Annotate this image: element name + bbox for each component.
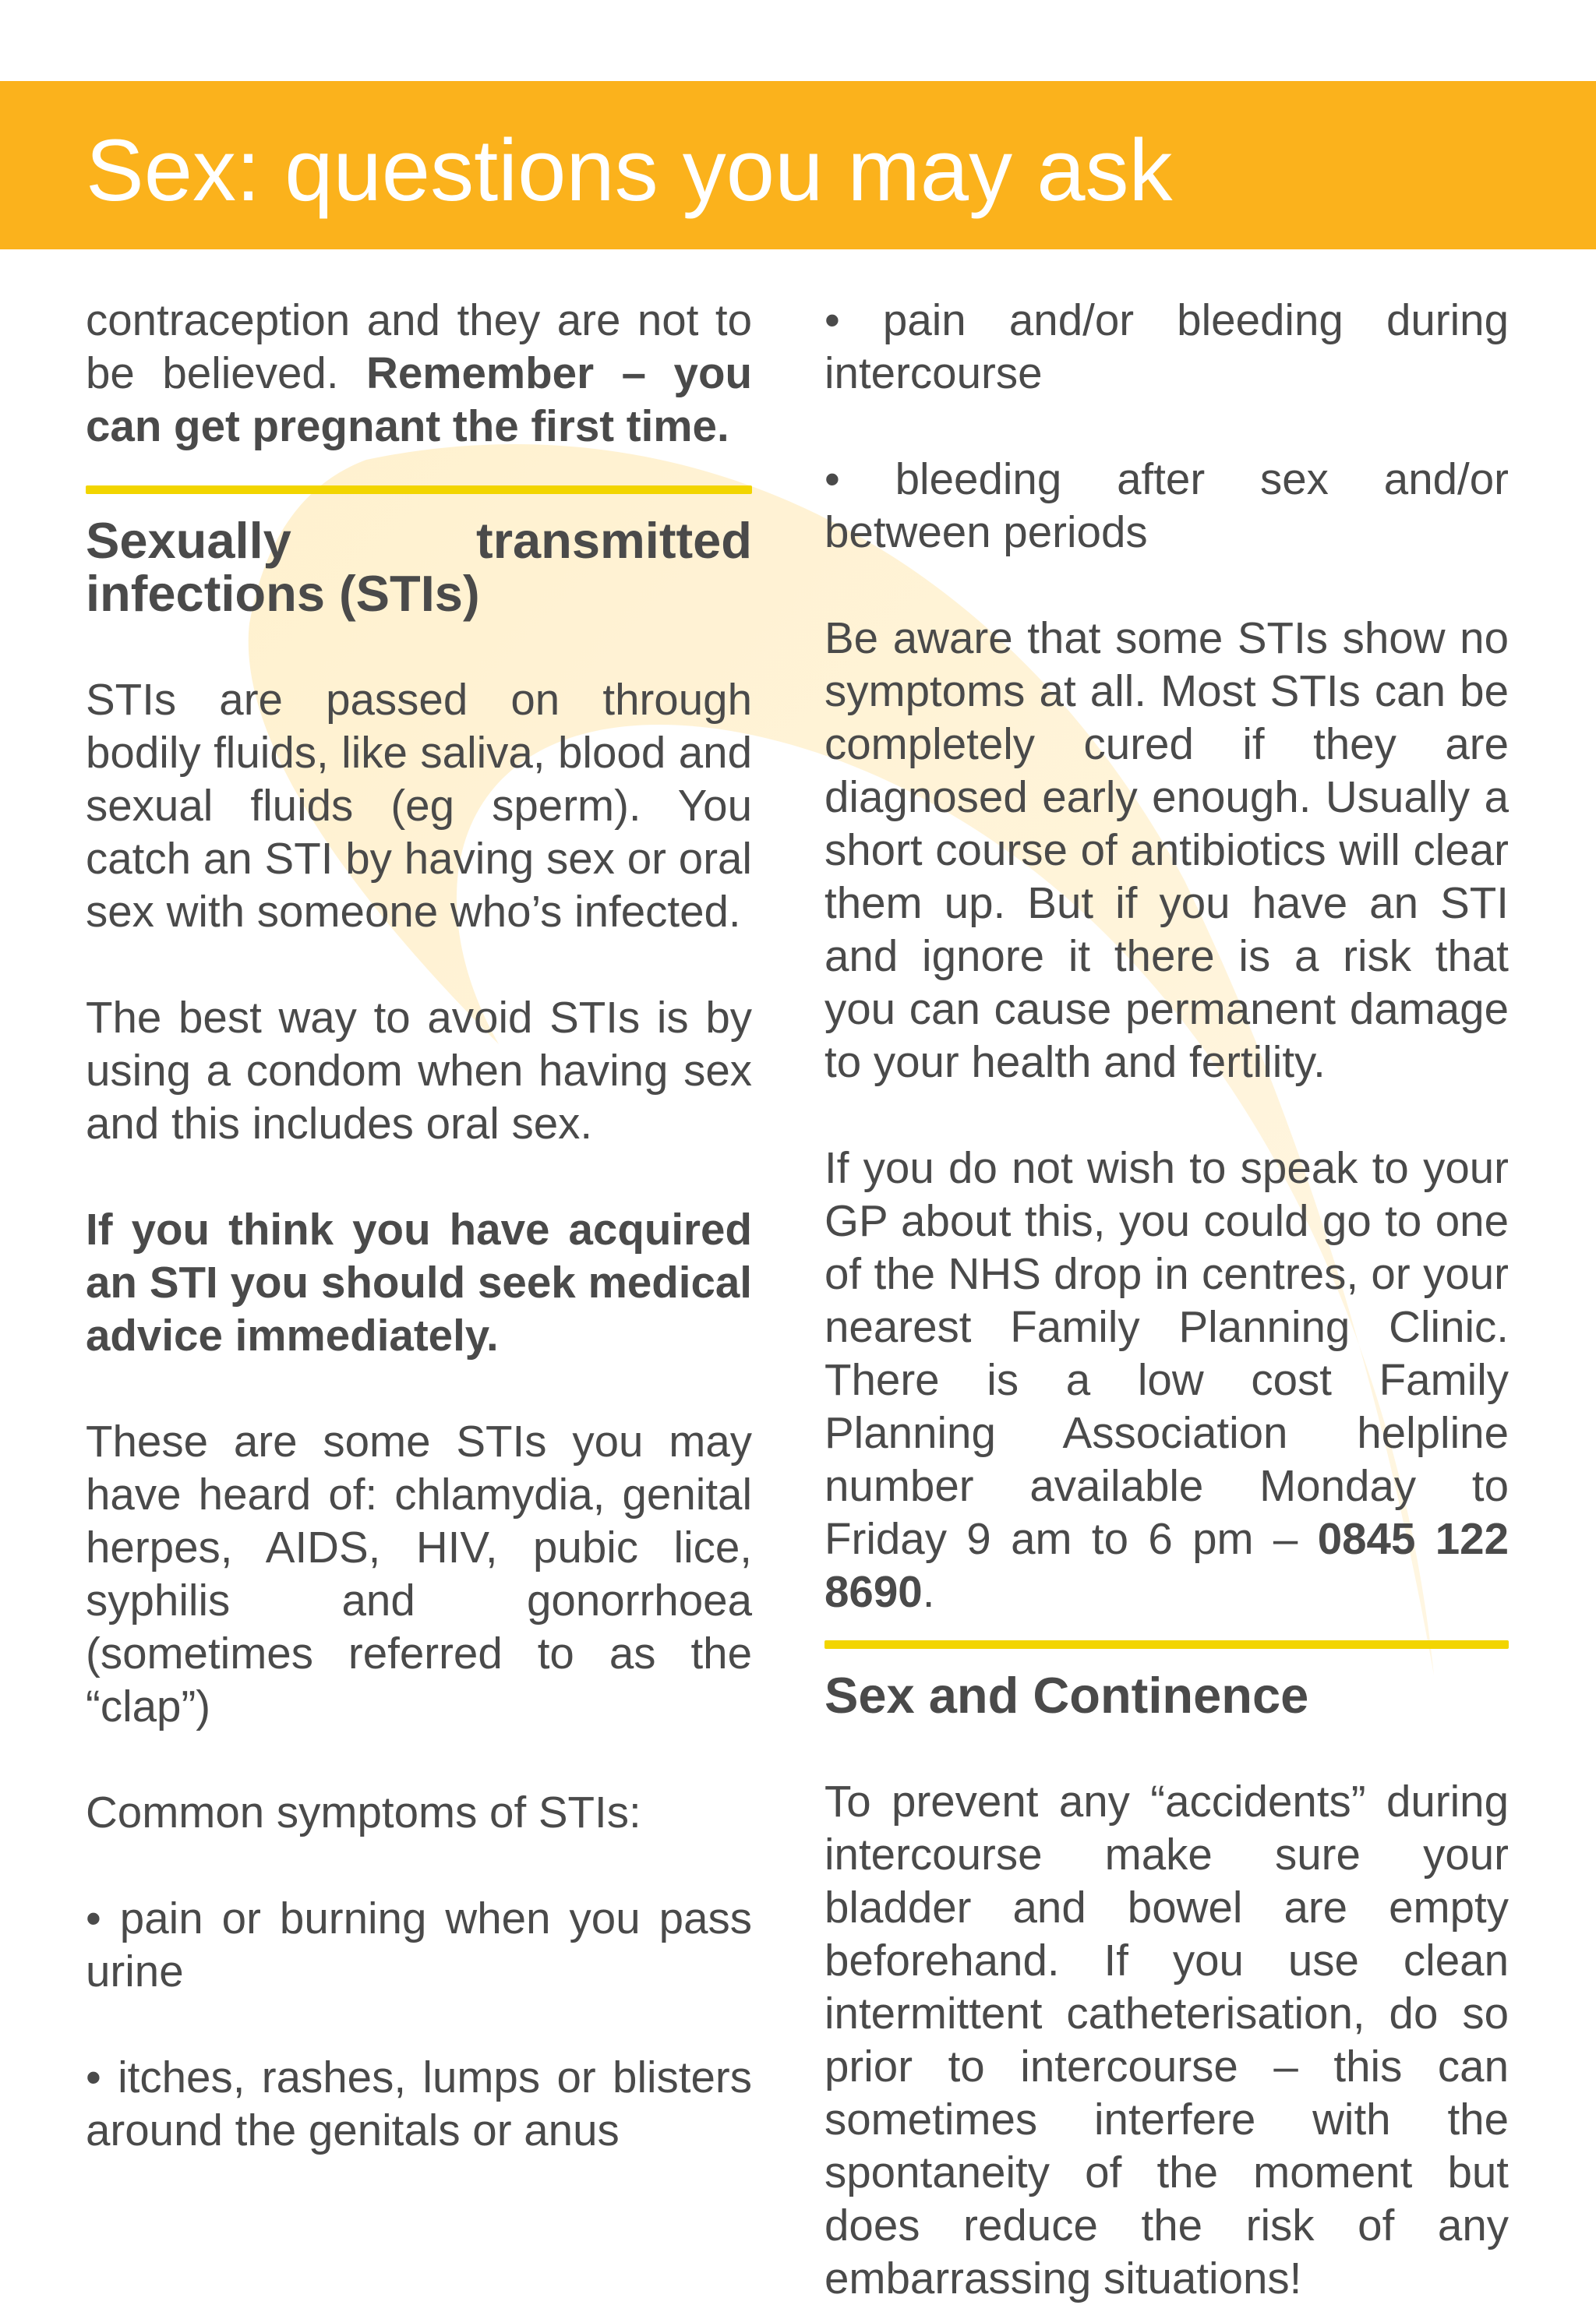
sti-list-paragraph: These are some STIs you may have heard of: chlamydia, genital herpes, AIDS, HIV, pubic lice, syphilis and gonorrhoea (sometimes referred to as the “clap”): [86, 1417, 752, 1731]
section-divider-continence: [824, 1640, 1509, 1649]
section-divider-sti: [86, 485, 752, 494]
helpline-end: .: [922, 1567, 935, 1616]
page-title: Sex: questions you may ask: [86, 122, 1173, 219]
left-column: [86, 294, 752, 2157]
helpline-paragraph: [824, 1142, 1509, 1618]
symptoms-intro: Common symptoms of STIs:: [86, 1788, 641, 1837]
sti-paragraph-2: The best way to avoid STIs is by using a condom when having sex and this includes oral sex.: [86, 993, 752, 1148]
symptom-bullet-1: • pain or burning when you pass urine: [86, 1894, 752, 1996]
symptom-bullet-4: • bleeding after sex and/or between periods: [824, 454, 1509, 556]
continence-paragraph: To prevent any “accidents” during intercourse make sure your bladder and bowel are empty beforehand. If you use clean intermittent catheterisation, do so prior to intercourse – this can sometimes interfere with the spontaneity of the moment but does reduce the risk of any embarrassing situations!: [824, 1777, 1509, 2303]
sti-heading: Sexually transmitted infections (STIs): [86, 512, 752, 622]
sti-seek-advice-paragraph: If you think you have acquired an STI you should seek medical advice immediately.: [86, 1205, 752, 1360]
sti-paragraph-1: STIs are passed on through bodily fluids, like saliva, blood and sexual fluids (eg sperm). You catch an STI by having sex or oral sex with someone who’s infected.: [86, 675, 752, 936]
intro-text: contraception and they are not to be believed.: [86, 295, 752, 397]
helpline-phone-number: 0845 122 8690: [824, 1514, 1509, 1616]
right-column: [824, 294, 1509, 2305]
intro-paragraph: [86, 294, 752, 453]
sti-treatment-paragraph: Be aware that some STIs show no symptoms at all. Most STIs can be completely cured if they are diagnosed early enough. Usually a short course of antibiotics will clear them up. But if you have an STI and ignore it there is a risk that you can cause permanent damage to your health and fertility.: [824, 613, 1509, 1086]
symptom-bullet-3: • pain and/or bleeding during intercourse: [824, 295, 1509, 397]
intro-bold-remember: Remember – you can get pregnant the first time.: [86, 348, 752, 450]
symptom-bullet-2: • itches, rashes, lumps or blisters around the genitals or anus: [86, 2053, 752, 2155]
helpline-text: If you do not wish to speak to your GP about this, you could go to one of the NHS drop in centres, or your nearest Family Planning Clinic. There is a low cost Family Planning Association helpline number available Monday to Friday 9 am to 6 pm –: [824, 1143, 1509, 1563]
continence-heading: Sex and Continence: [824, 1667, 1309, 1724]
page-header-bar: [0, 81, 1596, 249]
